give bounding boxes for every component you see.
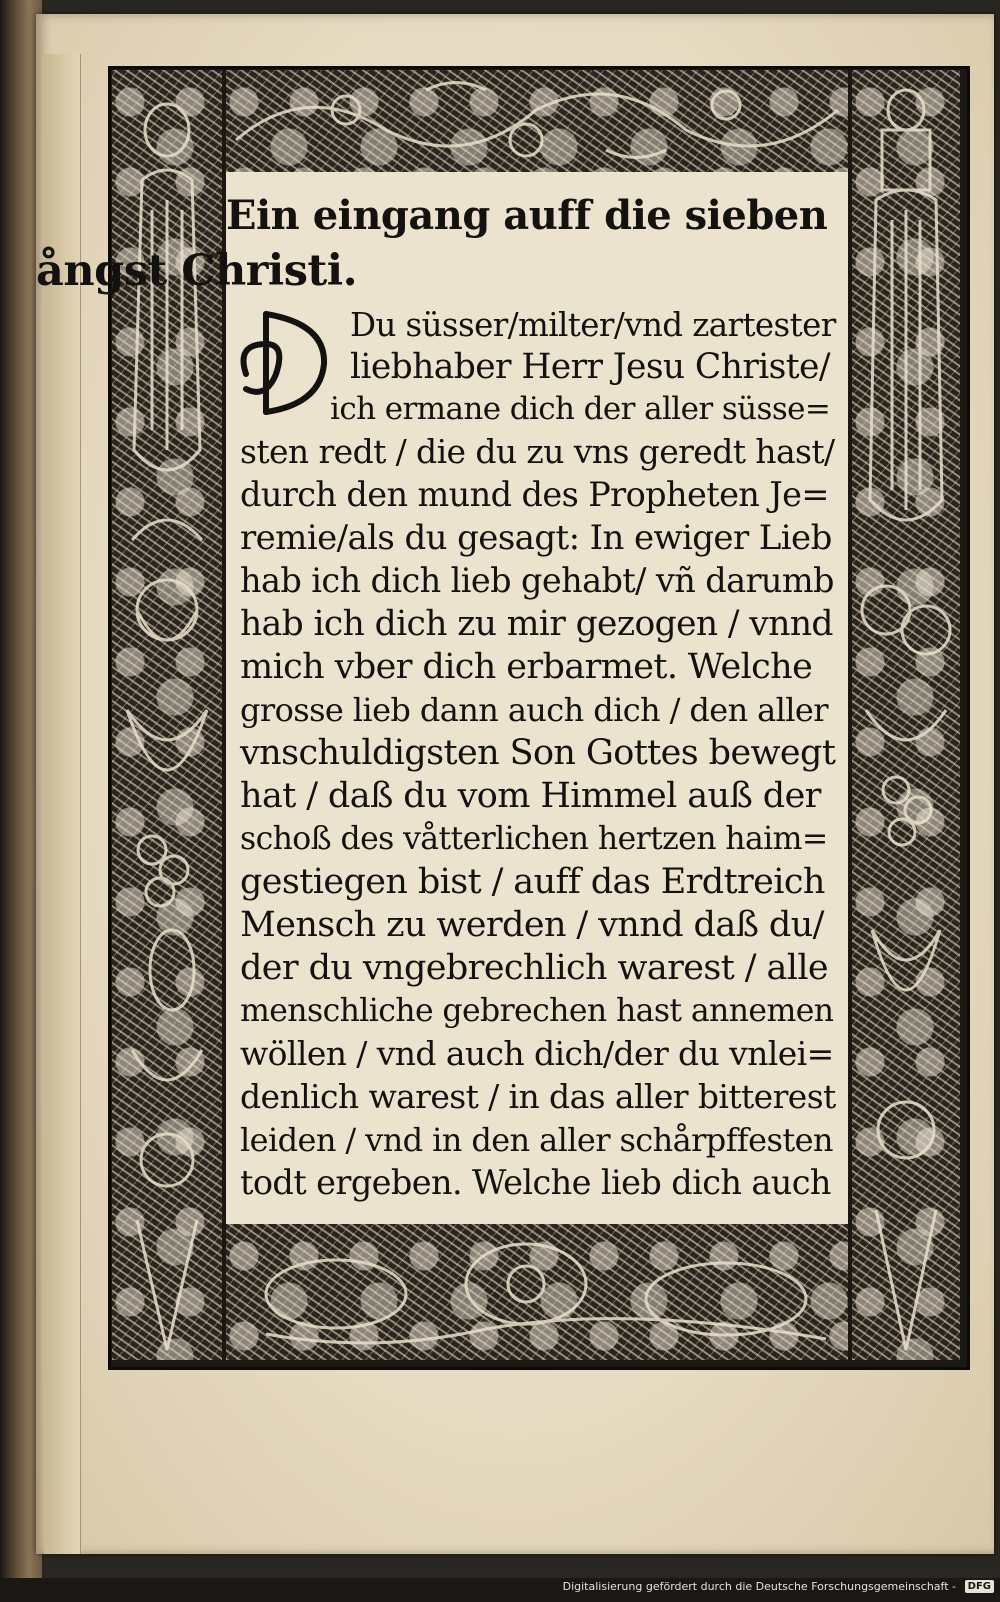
dfg-logo: DFG [965,1580,994,1593]
text-line: mich vber dich erbarmet. Welche [240,647,813,687]
bottom-woodcut-border [226,1224,848,1360]
text-line: leiden / vnd in den aller schårpffesten [240,1121,833,1159]
funding-credit: Digitalisierung gefördert durch die Deutsche Forschungsgemeinschaft - [562,1580,956,1593]
text-line: hab ich dich zu mir gezogen / vnnd [240,604,833,644]
text-line: durch den mund des Propheten Je= [240,475,829,514]
text-line: remie/als du gesagt: In ewiger Lieb [240,518,832,558]
text-line: hat / daß du vom Himmel auß der [240,776,821,816]
decorated-initial [236,304,336,422]
text-line: hab ich dich lieb gehabt/ vñ darumb [240,561,834,600]
text-line: todt ergeben. Welche lieb dich auch [240,1163,831,1202]
text-line: gestiegen bist / auff das Erdtreich [240,862,825,902]
chapter-title-line-1: Ein eingang auff die sieben [226,192,828,239]
right-woodcut-border [852,70,960,1360]
text-line: wöllen / vnd auch dich/der du vnlei= [240,1034,834,1073]
text-line: schoß des våtterlichen hertzen haim= [240,821,828,857]
text-line: vnschuldigsten Son Gottes bewegt [240,733,836,773]
text-line: Mensch zu werden / vnnd daß du/ [240,905,824,945]
text-line: menschliche gebrechen hast annemen [240,993,834,1029]
text-line: grosse lieb dann auch dich / den aller [240,691,828,729]
text-line: sten redt / die du zu vns geredt hast/ [240,432,835,471]
top-woodcut-border [226,70,848,172]
text-line: denlich warest / in das aller bitterest [240,1077,836,1116]
text-block [36,172,848,1224]
text-line: Du süsser/milter/vnd zartester [350,306,836,344]
text-line: der du vngebrechlich warest / alle [240,948,829,988]
chapter-title-line-2: ångst Christi. [36,246,358,296]
text-line: liebhaber Herr Jesu Christe/ [350,347,830,387]
text-line: ich ermane dich der aller süsse= [330,391,831,427]
